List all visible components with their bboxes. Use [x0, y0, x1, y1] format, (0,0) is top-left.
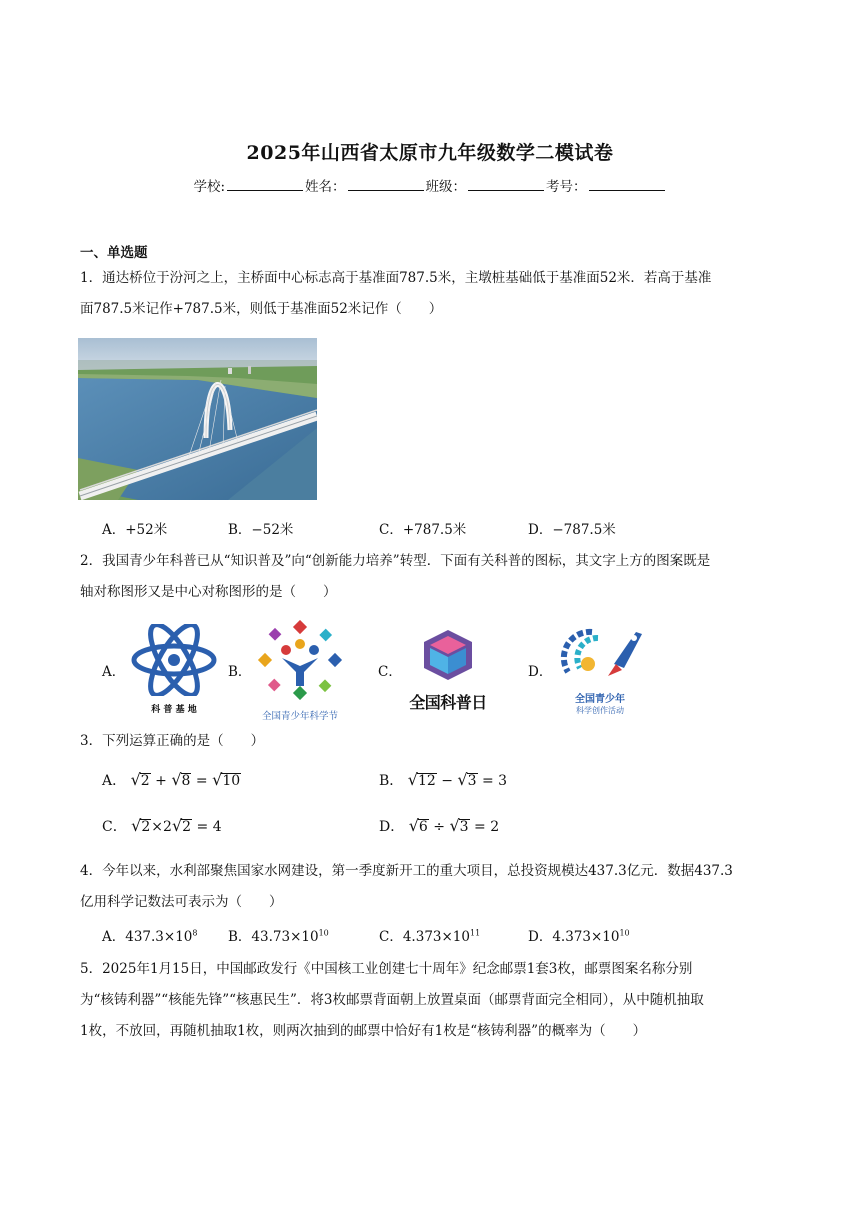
q3-b-letter: B． — [379, 773, 404, 789]
q4-option-c[interactable] — [379, 925, 480, 945]
science-festival-logo — [250, 620, 350, 722]
id-blank[interactable] — [589, 178, 665, 191]
question-1 — [80, 263, 785, 325]
student-info-line — [0, 175, 860, 195]
q3-a-op: + — [155, 773, 167, 789]
q3-option-d[interactable]: D． √6 ÷ √3 = 2 — [379, 816, 500, 835]
q3-line1: 3．下列运算正确的是（ ） — [80, 733, 265, 749]
q3-a-r2: 8 — [181, 773, 191, 789]
q3-d-eq: = 2 — [474, 819, 500, 835]
question-2 — [80, 546, 785, 608]
q1-option-d[interactable]: D．−787.5米 — [528, 522, 616, 538]
q2-line2: 轴对称图形又是中心对称图形的是（ ） — [80, 584, 337, 600]
q1-line2: 面787.5米记作+787.5米，则低于基准面52米记作（ ） — [80, 301, 443, 317]
name-blank[interactable] — [348, 178, 424, 191]
q3-d-letter: D． — [379, 819, 405, 835]
class-blank[interactable] — [468, 178, 544, 191]
q4-a-exp: 8 — [192, 928, 198, 938]
q3-a-letter: A． — [102, 773, 127, 789]
q3-c-r1: 2 — [141, 819, 151, 835]
q4-b-base: 43.73×10 — [251, 929, 319, 945]
q5-line3: 1枚，不放回，再随机抽取1枚，则两次抽到的邮票中恰好有1枚是“核铸利器”的概率为（ ） — [80, 1023, 647, 1039]
section-heading: 一、单选题 — [80, 245, 148, 261]
logo-d-text-2: 科学创作活动 — [576, 706, 624, 715]
q3-b-r1: 12 — [417, 773, 436, 789]
q3-d-op: ÷ — [433, 819, 445, 835]
q4-b-prefix: B． — [228, 929, 252, 945]
q3-d-r2: 3 — [459, 819, 469, 835]
q4-line2: 亿用科学记数法可表示为（ ） — [80, 894, 283, 910]
q4-a-base: 437.3×10 — [125, 929, 193, 945]
q3-c-r2: 2 — [182, 819, 192, 835]
logo-d-text-1: 全国青少年 — [575, 694, 625, 705]
q1-option-b[interactable]: B．−52米 — [228, 522, 294, 538]
q4-d-exp: 10 — [619, 928, 630, 938]
q3-c-eq: = 4 — [196, 819, 222, 835]
class-label: 班级： — [425, 179, 467, 195]
logo-a-text: 科 普 基 地 — [151, 705, 197, 715]
logo-c-text: 全国科普日 — [409, 693, 487, 712]
question-3 — [80, 726, 785, 757]
exam-title: 2025年山西省太原市九年级数学二模试卷 — [246, 142, 614, 164]
q1-option-a[interactable]: A．+52米 — [102, 522, 168, 538]
q4-option-a[interactable] — [102, 925, 197, 945]
q4-c-base: 4.373×10 — [402, 929, 470, 945]
name-label: 姓名： — [305, 179, 346, 195]
science-day-logo — [402, 628, 494, 712]
q3-d-r1: 6 — [418, 819, 428, 835]
q5-line1: 5．2025年1月15日，中国邮政发行《中国核工业创建七十周年》纪念邮票1套3枚，邮票图案名称分别 — [80, 961, 693, 977]
question-5 — [80, 954, 785, 1047]
school-blank[interactable] — [227, 178, 303, 191]
q3-c-letter: C． — [102, 819, 127, 835]
q4-a-prefix: A． — [102, 929, 126, 945]
q2-line1: 2．我国青少年科普已从“知识普及”向“创新能力培养”转型．下面有关科普的图标，其文字上方的图案既是 — [80, 553, 711, 569]
q4-d-prefix: D． — [528, 929, 553, 945]
q2-option-d[interactable]: D． — [528, 664, 553, 680]
q3-option-c[interactable]: C． √2×2√2 = 4 — [102, 816, 222, 835]
q3-b-eq: = 3 — [482, 773, 508, 789]
q4-line1: 4．今年以来，水利部聚焦国家水网建设，第一季度新开工的重大项目，总投资规模达437.3亿元．数据437.3 — [80, 863, 733, 879]
q4-c-prefix: C． — [379, 929, 403, 945]
q3-option-a[interactable]: A． √2 + √8 = √10 — [102, 770, 241, 789]
q4-b-exp: 10 — [318, 928, 329, 938]
youth-creation-logo — [552, 624, 648, 714]
q1-line1: 1．通达桥位于汾河之上，主桥面中心标志高于基准面787.5米，主墩桩基础低于基准面52米．若高于基准 — [80, 270, 712, 286]
q3-c-op: ×2 — [151, 819, 172, 835]
q3-b-op: − — [441, 773, 453, 789]
question-4 — [80, 856, 785, 918]
q3-a-r1: 2 — [140, 773, 150, 789]
q2-option-c[interactable]: C． — [378, 664, 402, 680]
q4-d-base: 4.373×10 — [552, 929, 620, 945]
q4-option-b[interactable] — [228, 925, 329, 945]
q4-c-exp: 11 — [469, 928, 481, 938]
q5-line2: 为“核铸利器”“核能先锋”“核惠民生”．将3枚邮票背面朝上放置桌面（邮票背面完全相同），从中随机抽取 — [80, 992, 704, 1008]
q3-option-b[interactable]: B． √12 − √3 = 3 — [379, 770, 508, 789]
q1-option-c[interactable]: C．+787.5米 — [379, 522, 467, 538]
q2-option-a[interactable]: A． — [102, 664, 126, 680]
q4-option-d[interactable] — [528, 925, 630, 945]
science-base-logo — [126, 624, 222, 716]
q3-a-eq: = — [195, 773, 208, 789]
logo-b-text: 全国青少年科学节 — [261, 711, 338, 722]
q3-a-r3: 10 — [222, 773, 241, 789]
school-label: 学校: — [193, 179, 226, 195]
id-label: 考号： — [546, 179, 587, 195]
q3-b-r2: 3 — [467, 773, 477, 789]
bridge-photo — [78, 338, 317, 500]
q2-option-b[interactable]: B． — [228, 664, 252, 680]
